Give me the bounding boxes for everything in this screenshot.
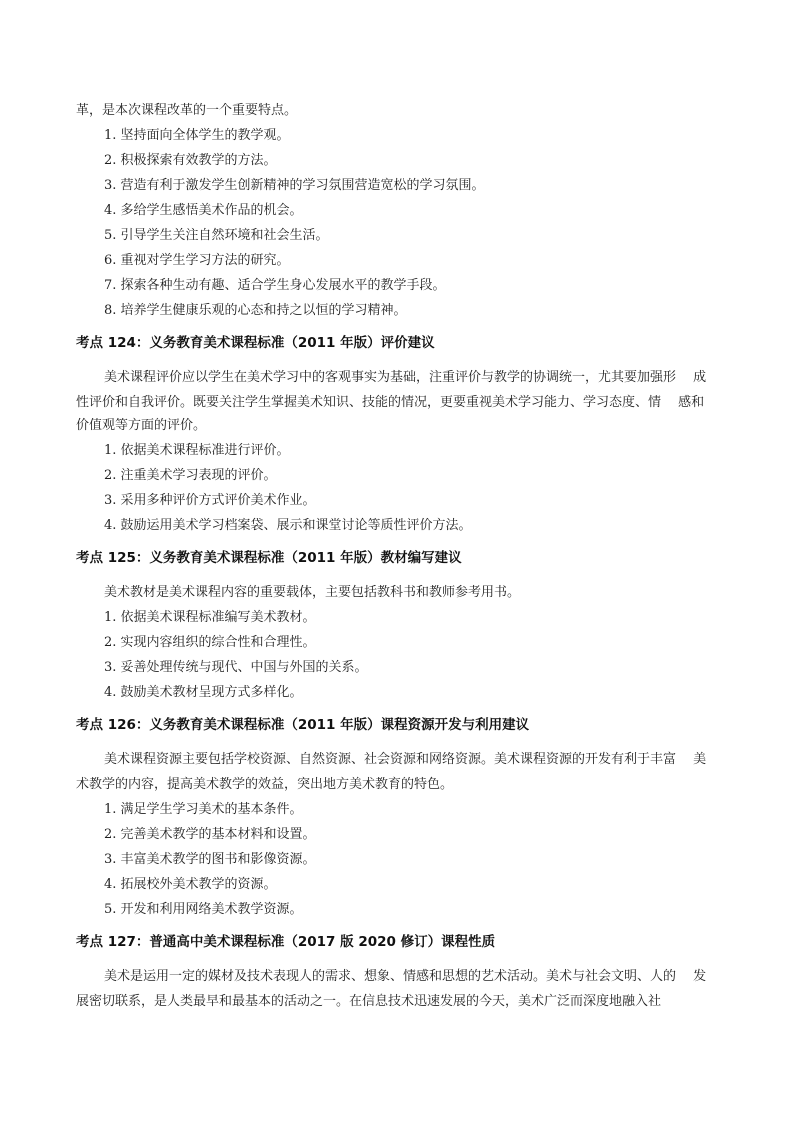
list-item: 5. 引导学生关注自然环境和社会生活。 — [104, 228, 329, 243]
list-item: 5. 开发和利用网络美术教学资源。 — [104, 902, 303, 917]
paragraph-line: 美术是运用一定的媒材及技术表现人的需求、想象、情感和思想的艺术活动。美术与社会文明、人的 发 — [104, 969, 707, 984]
section-heading-127: 考点 127：普通高中美术课程标准（2017 版 2020 修订）课程性质 — [76, 934, 496, 950]
list-item: 3. 丰富美术教学的图书和影像资源。 — [104, 852, 316, 867]
paragraph-line: 美术教材是美术课程内容的重要载体，主要包括教科书和教师参考用书。 — [104, 585, 521, 600]
list-item: 4. 多给学生感悟美术作品的机会。 — [104, 203, 303, 218]
list-item: 2. 注重美术学习表现的评价。 — [104, 468, 277, 483]
paragraph-line: 展密切联系，是人类最早和最基本的活动之一。在信息技术迅速发展的今天，美术广泛而深度地融入社 — [76, 994, 662, 1009]
list-item: 6. 重视对学生学习方法的研究。 — [104, 253, 290, 268]
paragraph-line: 性评价和自我评价。既要关注学生掌握美术知识、技能的情况，更要重视美术学习能力、学习态度、情 感和 — [76, 395, 705, 410]
list-item: 3. 采用多种评价方式评价美术作业。 — [104, 493, 316, 508]
intro-continuation: 革，是本次课程改革的一个重要特点。 — [76, 103, 298, 118]
list-item: 1. 满足学生学习美术的基本条件。 — [104, 802, 303, 817]
paragraph-line: 价值观等方面的评价。 — [76, 418, 207, 433]
list-item: 1. 依据美术课程标准编写美术教材。 — [104, 610, 316, 625]
list-item: 7. 探索各种生动有趣、适合学生身心发展水平的教学手段。 — [104, 278, 446, 293]
section-heading-126: 考点 126：义务教育美术课程标准（2011 年版）课程资源开发与利用建议 — [76, 717, 530, 733]
list-item: 4. 鼓励美术教材呈现方式多样化。 — [104, 685, 303, 700]
list-item: 4. 鼓励运用美术学习档案袋、展示和课堂讨论等质性评价方法。 — [104, 518, 472, 533]
list-item: 1. 依据美术课程标准进行评价。 — [104, 443, 290, 458]
section-heading-125: 考点 125：义务教育美术课程标准（2011 年版）教材编写建议 — [76, 550, 462, 566]
list-item: 3. 妥善处理传统与现代、中国与外国的关系。 — [104, 660, 368, 675]
list-item: 2. 实现内容组织的综合性和合理性。 — [104, 635, 316, 650]
paragraph-line: 美术课程资源主要包括学校资源、自然资源、社会资源和网络资源。美术课程资源的开发有利于丰富 美 — [104, 752, 707, 767]
section-heading-124: 考点 124：义务教育美术课程标准（2011 年版）评价建议 — [76, 335, 435, 351]
list-item: 3. 营造有利于激发学生创新精神的学习氛围营造宽松的学习氛围。 — [104, 178, 485, 193]
list-item: 2. 完善美术教学的基本材料和设置。 — [104, 827, 316, 842]
list-item: 4. 拓展校外美术教学的资源。 — [104, 877, 277, 892]
list-item: 8. 培养学生健康乐观的心态和持之以恒的学习精神。 — [104, 303, 407, 318]
paragraph-line: 美术课程评价应以学生在美术学习中的客观事实为基础，注重评价与教学的协调统一，尤其要加强形 成 — [104, 370, 707, 385]
paragraph-line: 术教学的内容，提高美术教学的效益，突出地方美术教育的特色。 — [76, 777, 454, 792]
list-item: 2. 积极探索有效教学的方法。 — [104, 153, 277, 168]
list-item: 1. 坚持面向全体学生的教学观。 — [104, 128, 290, 143]
